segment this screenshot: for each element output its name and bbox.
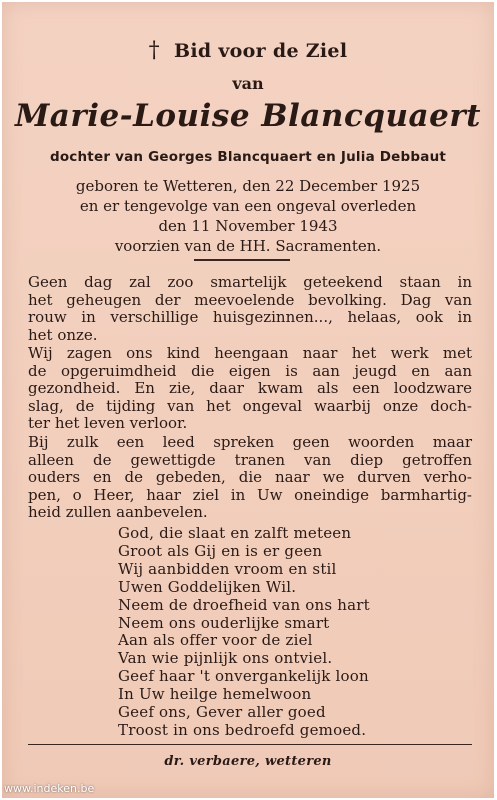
paragraph-line: gezondheid. En zie, daar kwam als een loodzware	[28, 379, 472, 398]
detail-line: den 11 November 1943	[158, 217, 338, 235]
poem-line: In Uw heilge hemelwoon	[118, 685, 312, 704]
detail-line: voorzien van de HH. Sacramenten.	[114, 237, 382, 255]
poem-line: Groot als Gij en is er geen	[118, 541, 323, 560]
poem-line: Neem ons ouderlijke smart	[118, 613, 330, 632]
paragraph-line: slag, de tijding van het ongeval waarbij onze doch-	[28, 396, 472, 415]
heading-text: Bid voor de Ziel	[173, 40, 348, 62]
poem-line: Neem de droefheid van ons hart	[118, 595, 370, 614]
prayer-poem	[118, 525, 418, 740]
memorial-card	[2, 2, 494, 798]
divider-short	[194, 259, 290, 261]
poem-line: Van wie pijnlijk ons ontviel.	[118, 649, 333, 668]
poem-line: Aan als offer voor de ziel	[118, 631, 313, 650]
printer-credit: dr. verbaere, wetteren	[164, 754, 332, 769]
poem-line: Geef ons, Gever aller goed	[118, 703, 326, 722]
poem-line: Uwen Goddelijken Wil.	[118, 577, 297, 596]
paragraph-line: ouders en de gebeden, die naar we durven verho-	[28, 468, 472, 487]
poem-line: Troost in ons bedroefd gemoed.	[118, 720, 367, 739]
poem-line: God, die slaat en zalft meteen	[118, 524, 352, 542]
paragraph-line: ter het leven verloor.	[28, 414, 188, 433]
paragraph-3	[28, 434, 472, 522]
birth-death-details	[2, 176, 494, 256]
detail-line: en er tengevolge van een ongeval overleden	[79, 197, 417, 215]
poem-line: Wij aanbidden vroom en stil	[118, 559, 337, 578]
paragraph-line: rouw in verschillige huisgezinnen..., helaas, ook in	[28, 308, 472, 327]
prayer-heading	[2, 38, 494, 63]
van-label: van	[232, 74, 264, 93]
detail-line: geboren te Wetteren, den 22 December 1925	[75, 177, 421, 195]
paragraph-line: Geen dag zal zoo smartelijk geteekend staan in	[28, 273, 472, 291]
cross-icon: †	[148, 38, 160, 63]
paragraph-line: Wij zagen ons kind heengaan naar het werk met	[28, 344, 472, 362]
paragraph-line: het geheugen der meevoelende bevolking. Dag van	[28, 290, 472, 309]
paragraph-line: het onze.	[28, 325, 98, 344]
paragraph-line: pen, o Heer, haar ziel in Uw oneindige barmhartig-	[28, 485, 472, 504]
poem-line: Geef haar 't onvergankelijk loon	[118, 667, 369, 686]
paragraph-line: heid zullen aanbevelen.	[28, 503, 208, 522]
paragraph-line: alleen de gewettigde tranen van diep getroffen	[28, 450, 472, 469]
paragraph-2	[28, 345, 472, 433]
parents-line: dochter van Georges Blancquaert en Julia Debbaut	[49, 149, 447, 165]
deceased-name: Marie-Louise Blancquaert	[14, 98, 481, 134]
paragraph-1	[28, 274, 472, 344]
divider-long	[28, 744, 472, 745]
paragraph-line: Bij zulk een leed spreken geen woorden maar	[28, 433, 472, 451]
paragraph-line: de opgeruimdheid die eigen is aan jeugd en aan	[28, 361, 472, 380]
source-watermark: www.indeken.be	[4, 782, 95, 795]
